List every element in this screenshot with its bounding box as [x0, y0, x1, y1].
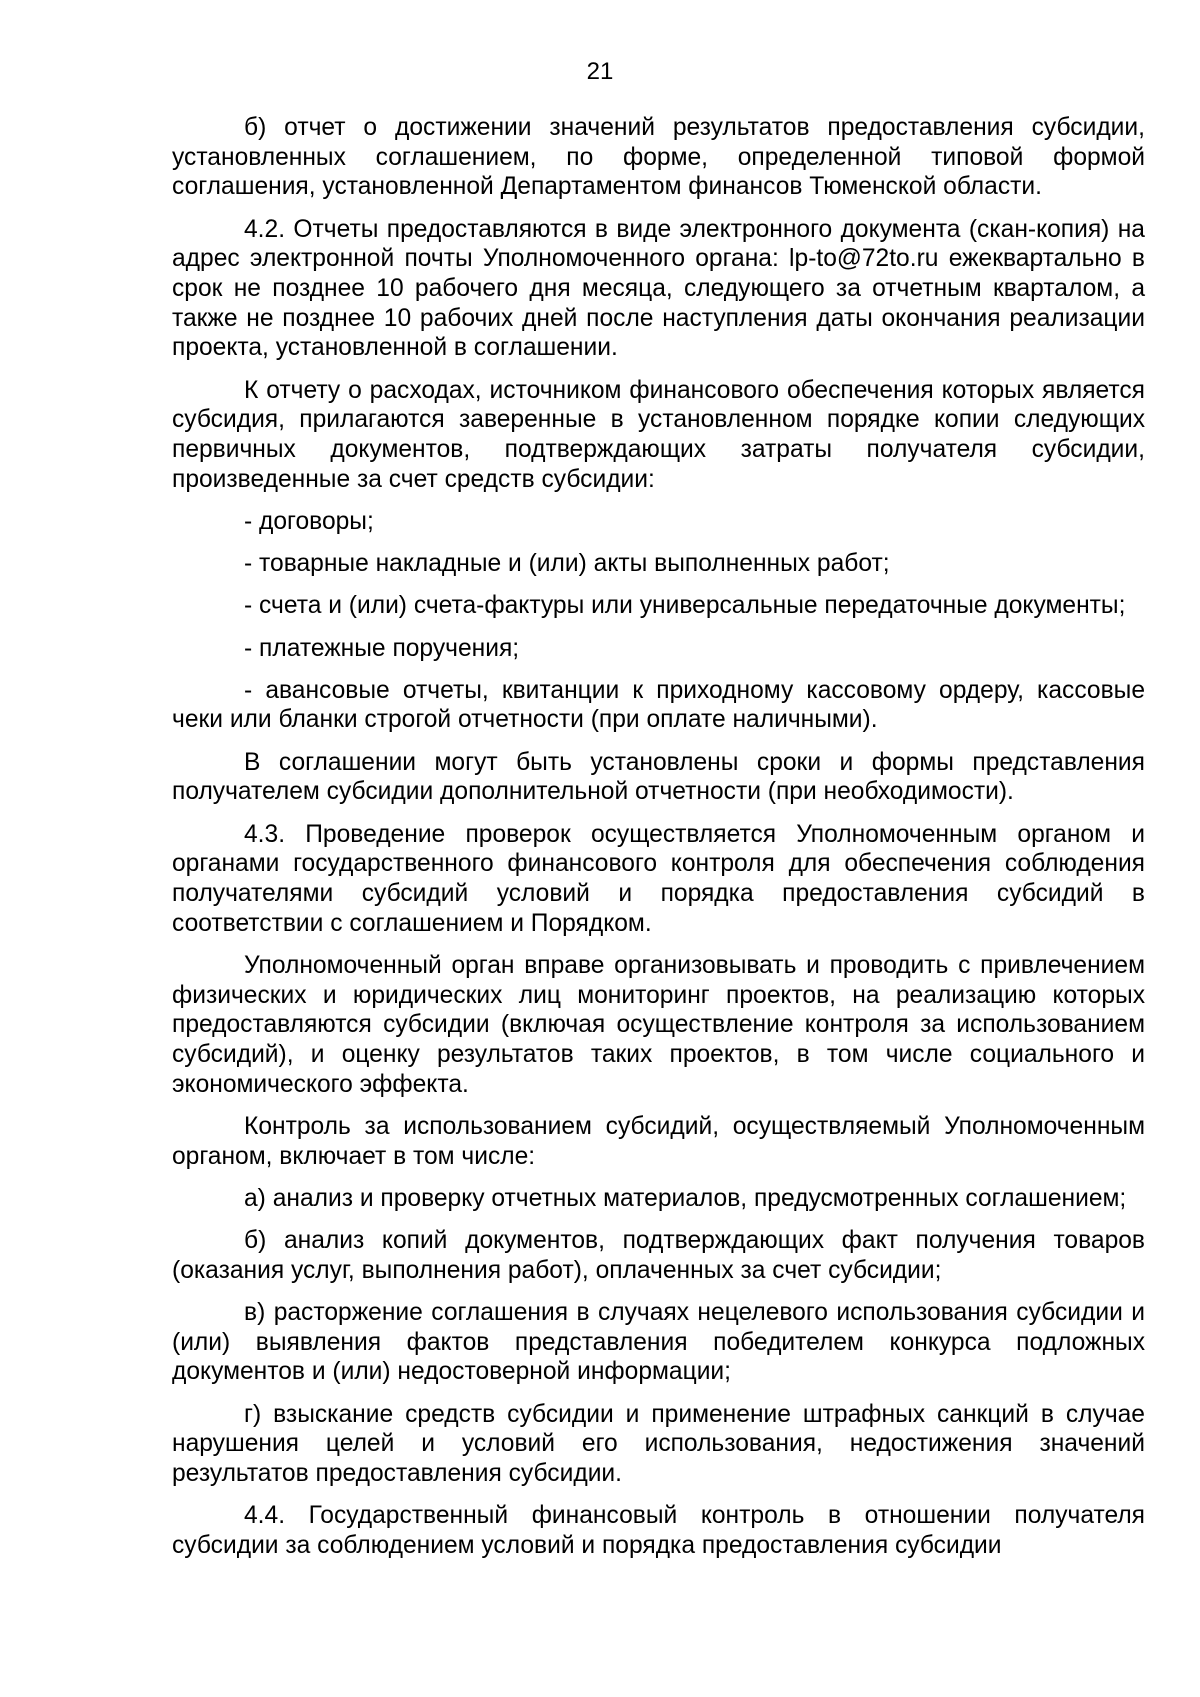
paragraph-control-includes: Контроль за использованием субсидий, осуществляемый Уполномоченным органом, включает в том числе: — [172, 1112, 1145, 1170]
page-number: 21 — [586, 58, 614, 85]
paragraph-monitoring: Уполномоченный орган вправе организовывать и проводить с привлечением физических и юридических лиц мониторинг проектов, на реализацию которых предоставляются субсидии (включая осуществление контроля за использованием субсидий), и оценку результатов таких проектов, в том числе социального и экономического эффекта. — [172, 951, 1145, 1098]
list-item-b-document-analysis: б) анализ копий документов, подтверждающих факт получения товаров (оказания услуг, выполнения работ), оплаченных за счет субсидии; — [172, 1227, 1145, 1284]
list-item-advance-reports: - авансовые отчеты, квитанции к приходному кассовому ордеру, кассовые чеки или бланки строгой отчетности (при оплате наличными). — [172, 676, 1145, 734]
document-body — [172, 113, 1145, 1561]
list-item-a-analysis: а) анализ и проверку отчетных материалов, предусмотренных соглашением; — [244, 1184, 1127, 1212]
paragraph-4-2: 4.2. Отчеты предоставляются в виде электронного документа (скан-копия) на адрес электронной почты Уполномоченного органа: lp-to@72to.ru ежеквартально в срок не позднее 10 рабочего дня месяца, следующего за отчетным кварталом, а также не позднее 10 рабочих дней после наступления даты окончания реализации проекта, установленной в соглашении. — [172, 215, 1145, 362]
list-item-v-termination: в) расторжение соглашения в случаях нецелевого использования субсидии и (или) выявления фактов представления победителем конкурса подложных документов и (или) недостоверной информации; — [172, 1298, 1145, 1386]
paragraph-report-results: б) отчет о достижении значений результатов предоставления субсидии, установленных соглашением, по форме, определенной типовой формой соглашения, установленной Департаментом финансов Тюменской области. — [172, 114, 1145, 201]
list-item-invoices: - счета и (или) счета-фактуры или универсальные передаточные документы; — [244, 592, 1126, 620]
list-item-payment-orders: - платежные поручения; — [244, 634, 520, 662]
paragraph-4-3: 4.3. Проведение проверок осуществляется Уполномоченным органом и органами государственного финансового контроля для обеспечения соблюдения получателями субсидий условий и порядка предоставления субсидий в соответствии с соглашением и Порядком. — [172, 820, 1145, 937]
list-item-g-recovery: г) взыскание средств субсидии и применение штрафных санкций в случае нарушения целей и условий его использования, недостижения значений результатов предоставления субсидии. — [172, 1400, 1145, 1487]
paragraph-4-4: 4.4. Государственный финансовый контроль в отношении получателя субсидии за соблюдением условий и порядка предоставления субсидии — [172, 1502, 1145, 1559]
list-item-contracts: - договоры; — [244, 507, 374, 535]
paragraph-additional-reporting: В соглашении могут быть установлены сроки и формы представления получателем субсидии дополнительной отчетности (при необходимости). — [172, 748, 1145, 806]
paragraph-expense-report-attachments: К отчету о расходах, источником финансового обеспечения которых является субсидия, прилагаются заверенные в установленном порядке копии следующих первичных документов, подтверждающих затраты получателя субсидии, произведенные за счет средств субсидии: — [172, 376, 1145, 493]
list-item-waybills: - товарные накладные и (или) акты выполненных работ; — [244, 550, 890, 578]
